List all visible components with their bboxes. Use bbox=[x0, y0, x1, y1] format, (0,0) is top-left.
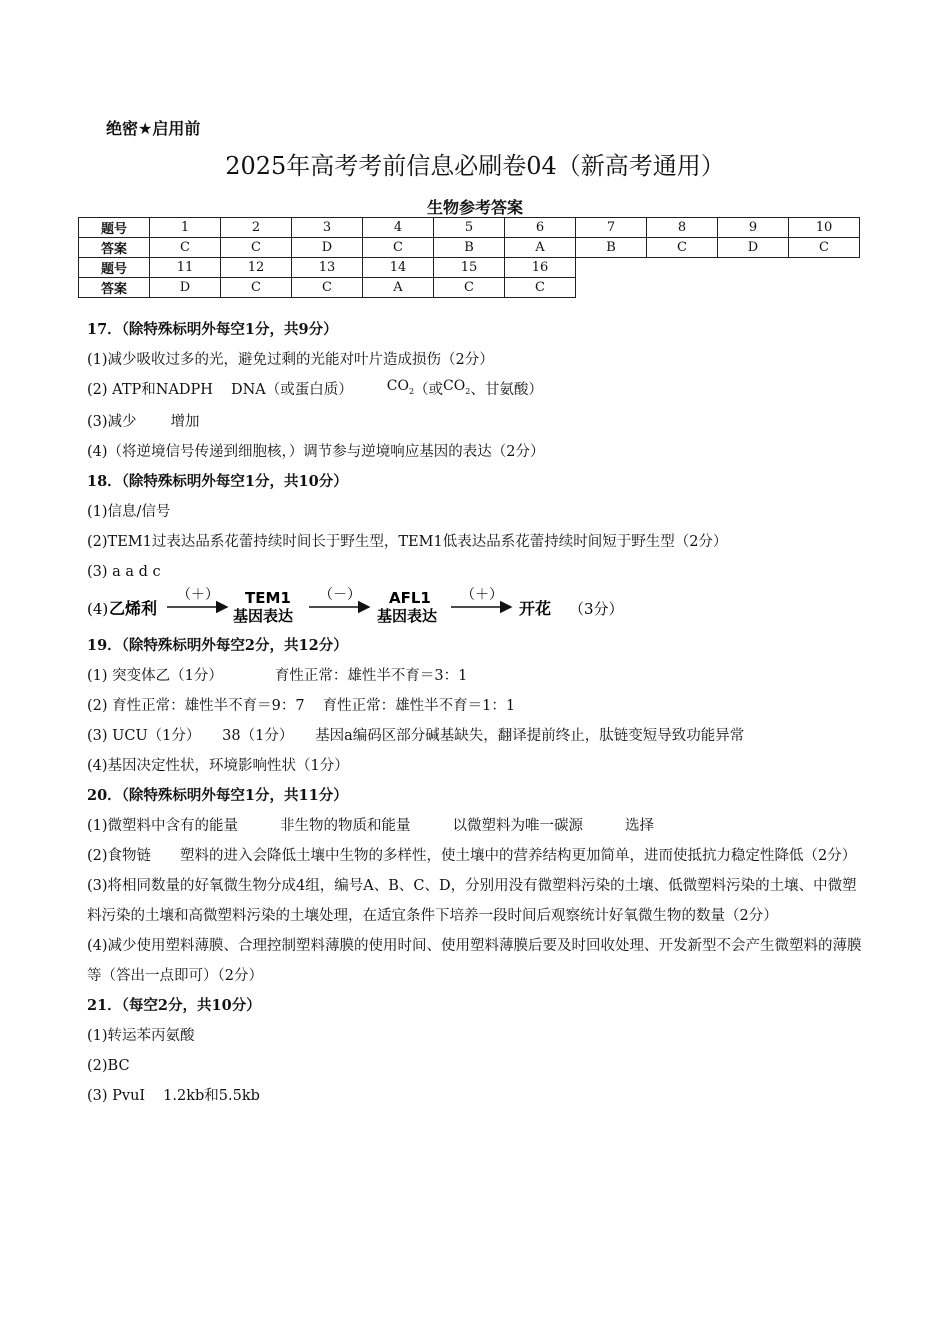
q17-answer-2 bbox=[87, 375, 862, 407]
q17-answer-2c: （或 bbox=[414, 382, 444, 398]
answer-table bbox=[78, 217, 860, 298]
arrow2-label: （－） bbox=[319, 587, 361, 603]
answer-header: 答案 bbox=[79, 238, 150, 258]
answer-cell: C bbox=[434, 278, 505, 298]
pathway-node2-bottom: 基因表达 bbox=[377, 607, 438, 625]
question-number-header: 题号 bbox=[79, 218, 150, 238]
q20-answer-2: (2)食物链 塑料的进入会降低土壤中生物的多样性，使土壤中的营养结构更加简单，进而使抵抗力稳定性降低（2分） bbox=[87, 848, 857, 864]
q21-heading: 21．（每空2分，共10分） bbox=[87, 997, 261, 1014]
answer-cell: C bbox=[789, 238, 860, 258]
question-number: 12 bbox=[221, 258, 292, 278]
q20-answer-1c: 以微塑料为唯一碳源 bbox=[452, 818, 584, 834]
question-number: 16 bbox=[505, 258, 576, 278]
co2-formula: CO bbox=[386, 378, 409, 394]
answer-cell: C bbox=[505, 278, 576, 298]
question-number: 4 bbox=[363, 218, 434, 238]
answer-cell: B bbox=[434, 238, 505, 258]
q18-answer-3: (3) a a d c bbox=[87, 564, 161, 580]
co2-formula: CO bbox=[443, 378, 466, 394]
question-number: 13 bbox=[292, 258, 363, 278]
q19-answer-2a: (2) 育性正常：雄性半不育＝9：7 bbox=[87, 698, 305, 714]
table-row bbox=[79, 278, 860, 298]
question-number: 2 bbox=[221, 218, 292, 238]
question-number: 10 bbox=[789, 218, 860, 238]
q19-answer-1 bbox=[87, 661, 862, 691]
q18-answer-1: (1)信息/信号 bbox=[87, 504, 171, 520]
q19-answer-4: (4)基因决定性状，环境影响性状（1分） bbox=[87, 758, 349, 774]
question-number: 7 bbox=[576, 218, 647, 238]
answer-cell: C bbox=[221, 238, 292, 258]
co2-subscript: 2 bbox=[408, 387, 415, 396]
table-row bbox=[79, 258, 860, 278]
q21-answer-3 bbox=[87, 1081, 862, 1111]
question-number: 11 bbox=[150, 258, 221, 278]
q19-answer-1b: 育性正常：雄性半不育＝3：1 bbox=[274, 668, 468, 684]
q21-answer-2: (2)BC bbox=[87, 1058, 130, 1074]
q20-answer-1b: 非生物的物质和能量 bbox=[280, 818, 411, 834]
q19-answer-1a: (1) 突变体乙（1分） bbox=[87, 668, 223, 684]
pathway-node2-top: AFL1 bbox=[389, 589, 431, 607]
answer-cell: D bbox=[292, 238, 363, 258]
question-number: 3 bbox=[292, 218, 363, 238]
q17-answer-3a: (3)减少 bbox=[87, 414, 137, 430]
table-row bbox=[79, 238, 860, 258]
answer-cell: C bbox=[363, 238, 434, 258]
q19-answer-3: (3) UCU（1分） 38（1分） 基因a编码区部分碱基缺失，翻译提前终止，肽链变短导致功能异常 bbox=[87, 728, 745, 744]
table-row bbox=[79, 218, 860, 238]
answer-cell: C bbox=[647, 238, 718, 258]
answer-cell: A bbox=[505, 238, 576, 258]
q20-answer-3: (3)将相同数量的好氧微生物分成4组，编号A、B、C、D，分别用没有微塑料污染的土壤、低微塑料污染的土壤、中微塑料污染的土壤和高微塑料污染的土壤处理，在适宜条件下培养一段时间后观察统计好氧微生物的数量（2分） bbox=[87, 878, 857, 924]
answer-cell: D bbox=[150, 278, 221, 298]
question-number: 8 bbox=[647, 218, 718, 238]
q17-answer-1: (1)减少吸收过多的光，避免过剩的光能对叶片造成损伤（2分） bbox=[87, 352, 494, 368]
table-blank bbox=[576, 278, 860, 298]
q20-answer-4: (4)减少使用塑料薄膜、合理控制塑料薄膜的使用时间、使用塑料薄膜后要及时回收处理、开发新型不会产生微塑料的薄膜等（答出一点即可）（2分） bbox=[87, 938, 862, 984]
answer-header: 答案 bbox=[79, 278, 150, 298]
answer-body bbox=[87, 315, 862, 1111]
q18-answer-4-prefix: (4) bbox=[87, 600, 109, 618]
pathway-svg bbox=[87, 587, 687, 631]
arrow1-label: （＋） bbox=[177, 587, 219, 603]
q17-heading: 17．（除特殊标明外每空1分，共9分） bbox=[87, 321, 338, 338]
q18-answer-2: (2)TEM1过表达品系花蕾持续时间长于野生型，TEM1低表达品系花蕾持续时间短于野生型（2分） bbox=[87, 534, 728, 550]
q18-heading: 18．（除特殊标明外每空1分，共10分） bbox=[87, 473, 348, 490]
answer-cell: B bbox=[576, 238, 647, 258]
question-number-header: 题号 bbox=[79, 258, 150, 278]
q21-answer-3b: 1.2kb和5.5kb bbox=[163, 1088, 260, 1104]
q17-answer-2a: (2) ATP和NADPH bbox=[87, 382, 213, 398]
co2-subscript: 2 bbox=[465, 387, 471, 396]
q17-answer-3b: 增加 bbox=[170, 414, 200, 430]
confidential-label: 绝密★启用前 bbox=[106, 119, 201, 138]
q17-answer-2d: 、甘氨酸） bbox=[470, 382, 543, 398]
answer-cell: C bbox=[292, 278, 363, 298]
pathway-node1-bottom: 基因表达 bbox=[233, 607, 294, 625]
q20-answer-1a: (1)微塑料中含有的能量 bbox=[87, 818, 239, 834]
q17-answer-3 bbox=[87, 407, 862, 437]
q19-answer-2 bbox=[87, 691, 862, 721]
pathway-node1-top: TEM1 bbox=[245, 589, 291, 607]
pathway-start: 乙烯利 bbox=[109, 599, 158, 618]
pathway-score: （3分） bbox=[569, 600, 624, 618]
question-number: 5 bbox=[434, 218, 505, 238]
answer-cell: C bbox=[150, 238, 221, 258]
answer-cell: D bbox=[718, 238, 789, 258]
page-title: 2025年高考考前信息必刷卷04（新高考通用） bbox=[225, 152, 725, 180]
question-number: 6 bbox=[505, 218, 576, 238]
q21-answer-1: (1)转运苯丙氨酸 bbox=[87, 1028, 195, 1044]
q20-answer-1 bbox=[87, 811, 862, 841]
answer-cell: C bbox=[221, 278, 292, 298]
question-number: 15 bbox=[434, 258, 505, 278]
q17-answer-4: (4)（将逆境信号传递到细胞核，）调节参与逆境响应基因的表达（2分） bbox=[87, 444, 545, 460]
q20-answer-1d: 选择 bbox=[625, 818, 655, 834]
q18-pathway-diagram bbox=[87, 587, 862, 631]
q19-answer-2b: 育性正常：雄性半不育＝1：1 bbox=[322, 698, 516, 714]
answer-cell: A bbox=[363, 278, 434, 298]
question-number: 1 bbox=[150, 218, 221, 238]
q17-answer-2b: DNA（或蛋白质） bbox=[230, 382, 353, 398]
table-blank bbox=[576, 258, 860, 278]
pathway-end: 开花 bbox=[519, 599, 552, 618]
page-subtitle: 生物参考答案 bbox=[426, 198, 523, 217]
arrow3-label: （＋） bbox=[461, 587, 503, 603]
q19-heading: 19．（除特殊标明外每空2分，共12分） bbox=[87, 637, 348, 654]
q21-answer-3a: (3) PvuI bbox=[87, 1088, 146, 1104]
q20-heading: 20．（除特殊标明外每空1分，共11分） bbox=[87, 787, 348, 804]
question-number: 9 bbox=[718, 218, 789, 238]
question-number: 14 bbox=[363, 258, 434, 278]
